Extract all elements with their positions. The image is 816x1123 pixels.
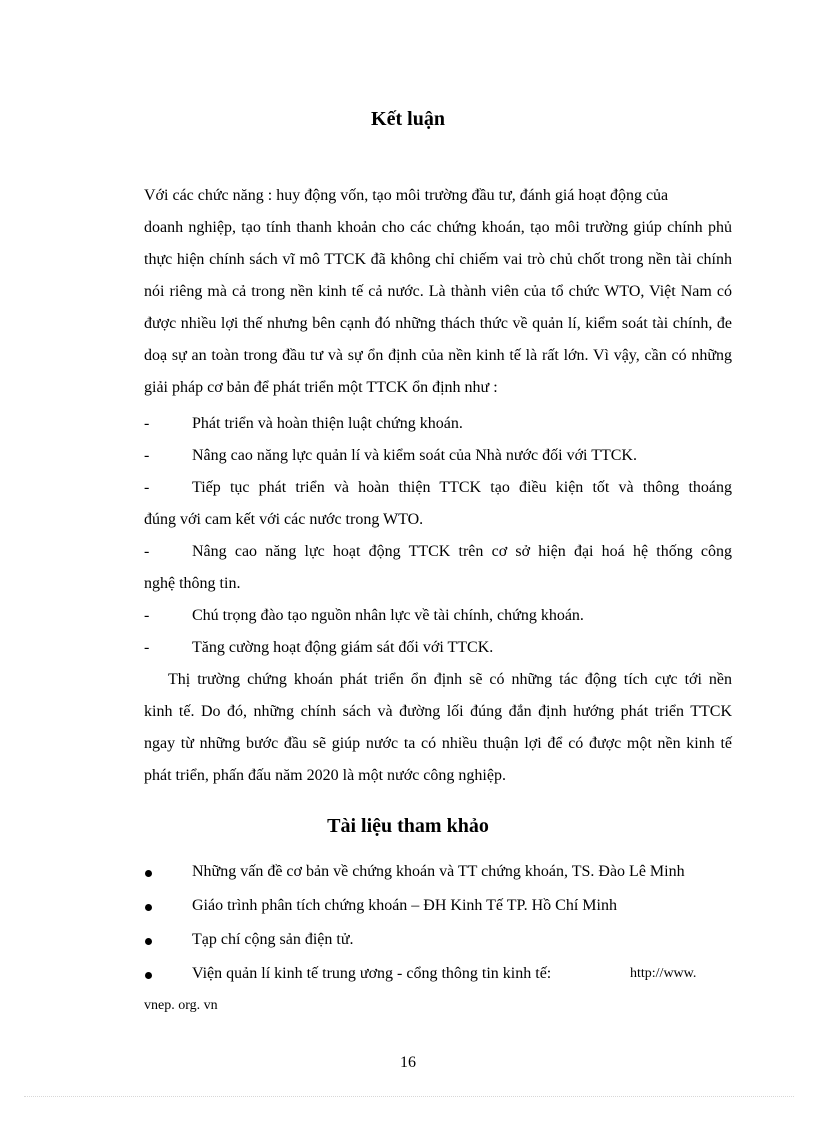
dash-marker: -	[144, 415, 150, 432]
page-bottom-divider	[24, 1096, 794, 1097]
references-title: Tài liệu tham khảo	[327, 815, 489, 837]
dash-marker: -	[144, 543, 150, 560]
page-number: 16	[400, 1054, 416, 1071]
dash-item-text: Phát triển và hoàn thiện luật chứng khoán.	[192, 415, 463, 432]
reference-item: Giáo trình phân tích chứng khoán – ĐH Kinh Tế TP. Hồ Chí Minh	[192, 897, 617, 914]
bullet-icon	[145, 972, 152, 979]
dash-item-text: đúng với cam kết với các nước trong WTO.	[144, 511, 424, 528]
intro-line: doanh nghiệp, tạo tính thanh khoản cho các chứng khoán, tạo môi trường giúp chính phủ	[144, 219, 732, 236]
intro-line: doạ sự an toàn trong đầu tư và sự ổn định của nền kinh tế là rất lớn. Vì vậy, cần có những	[144, 347, 732, 364]
dash-marker: -	[144, 639, 150, 656]
bullet-icon	[145, 938, 152, 945]
reference-url-part-1: http://www.	[630, 966, 697, 981]
reference-url-part-2: vnep. org. vn	[144, 998, 218, 1013]
intro-line: Với các chức năng : huy động vốn, tạo môi trường đầu tư, đánh giá hoạt động của	[144, 187, 669, 204]
closing-line: ngay từ những bước đầu sẽ giúp nước ta có nhiều thuận lợi để có được một nền kinh tế	[144, 735, 732, 752]
dash-marker: -	[144, 447, 150, 464]
intro-line: được nhiều lợi thế nhưng bên cạnh đó những thách thức về quản lí, kiểm soát tài chính, đe	[144, 315, 732, 332]
intro-line: nói riêng mà cả trong nền kinh tế cả nước. Là thành viên của tổ chức WTO, Việt Nam có	[144, 283, 732, 300]
dash-item-text: Nâng cao năng lực quản lí và kiểm soát của Nhà nước đối với TTCK.	[192, 447, 637, 464]
dash-marker: -	[144, 479, 150, 496]
intro-line: giải pháp cơ bản để phát triển một TTCK ổn định như :	[144, 379, 498, 396]
dash-item-text: Nâng cao năng lực hoạt động TTCK trên cơ sở hiện đại hoá hệ thống công	[192, 543, 732, 560]
intro-line: thực hiện chính sách vĩ mô TTCK đã không chỉ chiếm vai trò chủ chốt trong nền tài chính	[144, 251, 732, 268]
reference-item: Tạp chí cộng sản điện tử.	[192, 931, 354, 948]
page-title: Kết luận	[371, 108, 445, 130]
dash-item-text: Tiếp tục phát triển và hoàn thiện TTCK tạo điều kiện tốt và thông thoáng	[192, 479, 732, 496]
dash-item-text: nghệ thông tin.	[144, 575, 241, 592]
dash-item-text: Tăng cường hoạt động giám sát đối với TTCK.	[192, 639, 494, 656]
bullet-icon	[145, 904, 152, 911]
reference-item: Viện quản lí kinh tế trung ương - cổng thông tin kinh tế:	[192, 965, 552, 982]
closing-line: Thị trường chứng khoán phát triển ổn định sẽ có những tác động tích cực tới nền	[168, 671, 732, 688]
closing-line: phát triển, phấn đấu năm 2020 là một nước công nghiệp.	[144, 767, 506, 784]
bullet-icon	[145, 870, 152, 877]
dash-item-text: Chú trọng đào tạo nguồn nhân lực về tài chính, chứng khoán.	[192, 607, 584, 624]
reference-item: Những vấn đề cơ bản về chứng khoán và TT chứng khoán, TS. Đào Lê Minh	[192, 863, 685, 880]
dash-marker: -	[144, 607, 150, 624]
closing-line: kinh tế. Do đó, những chính sách và đường lối đúng đắn định hướng phát triển TTCK	[144, 703, 732, 720]
